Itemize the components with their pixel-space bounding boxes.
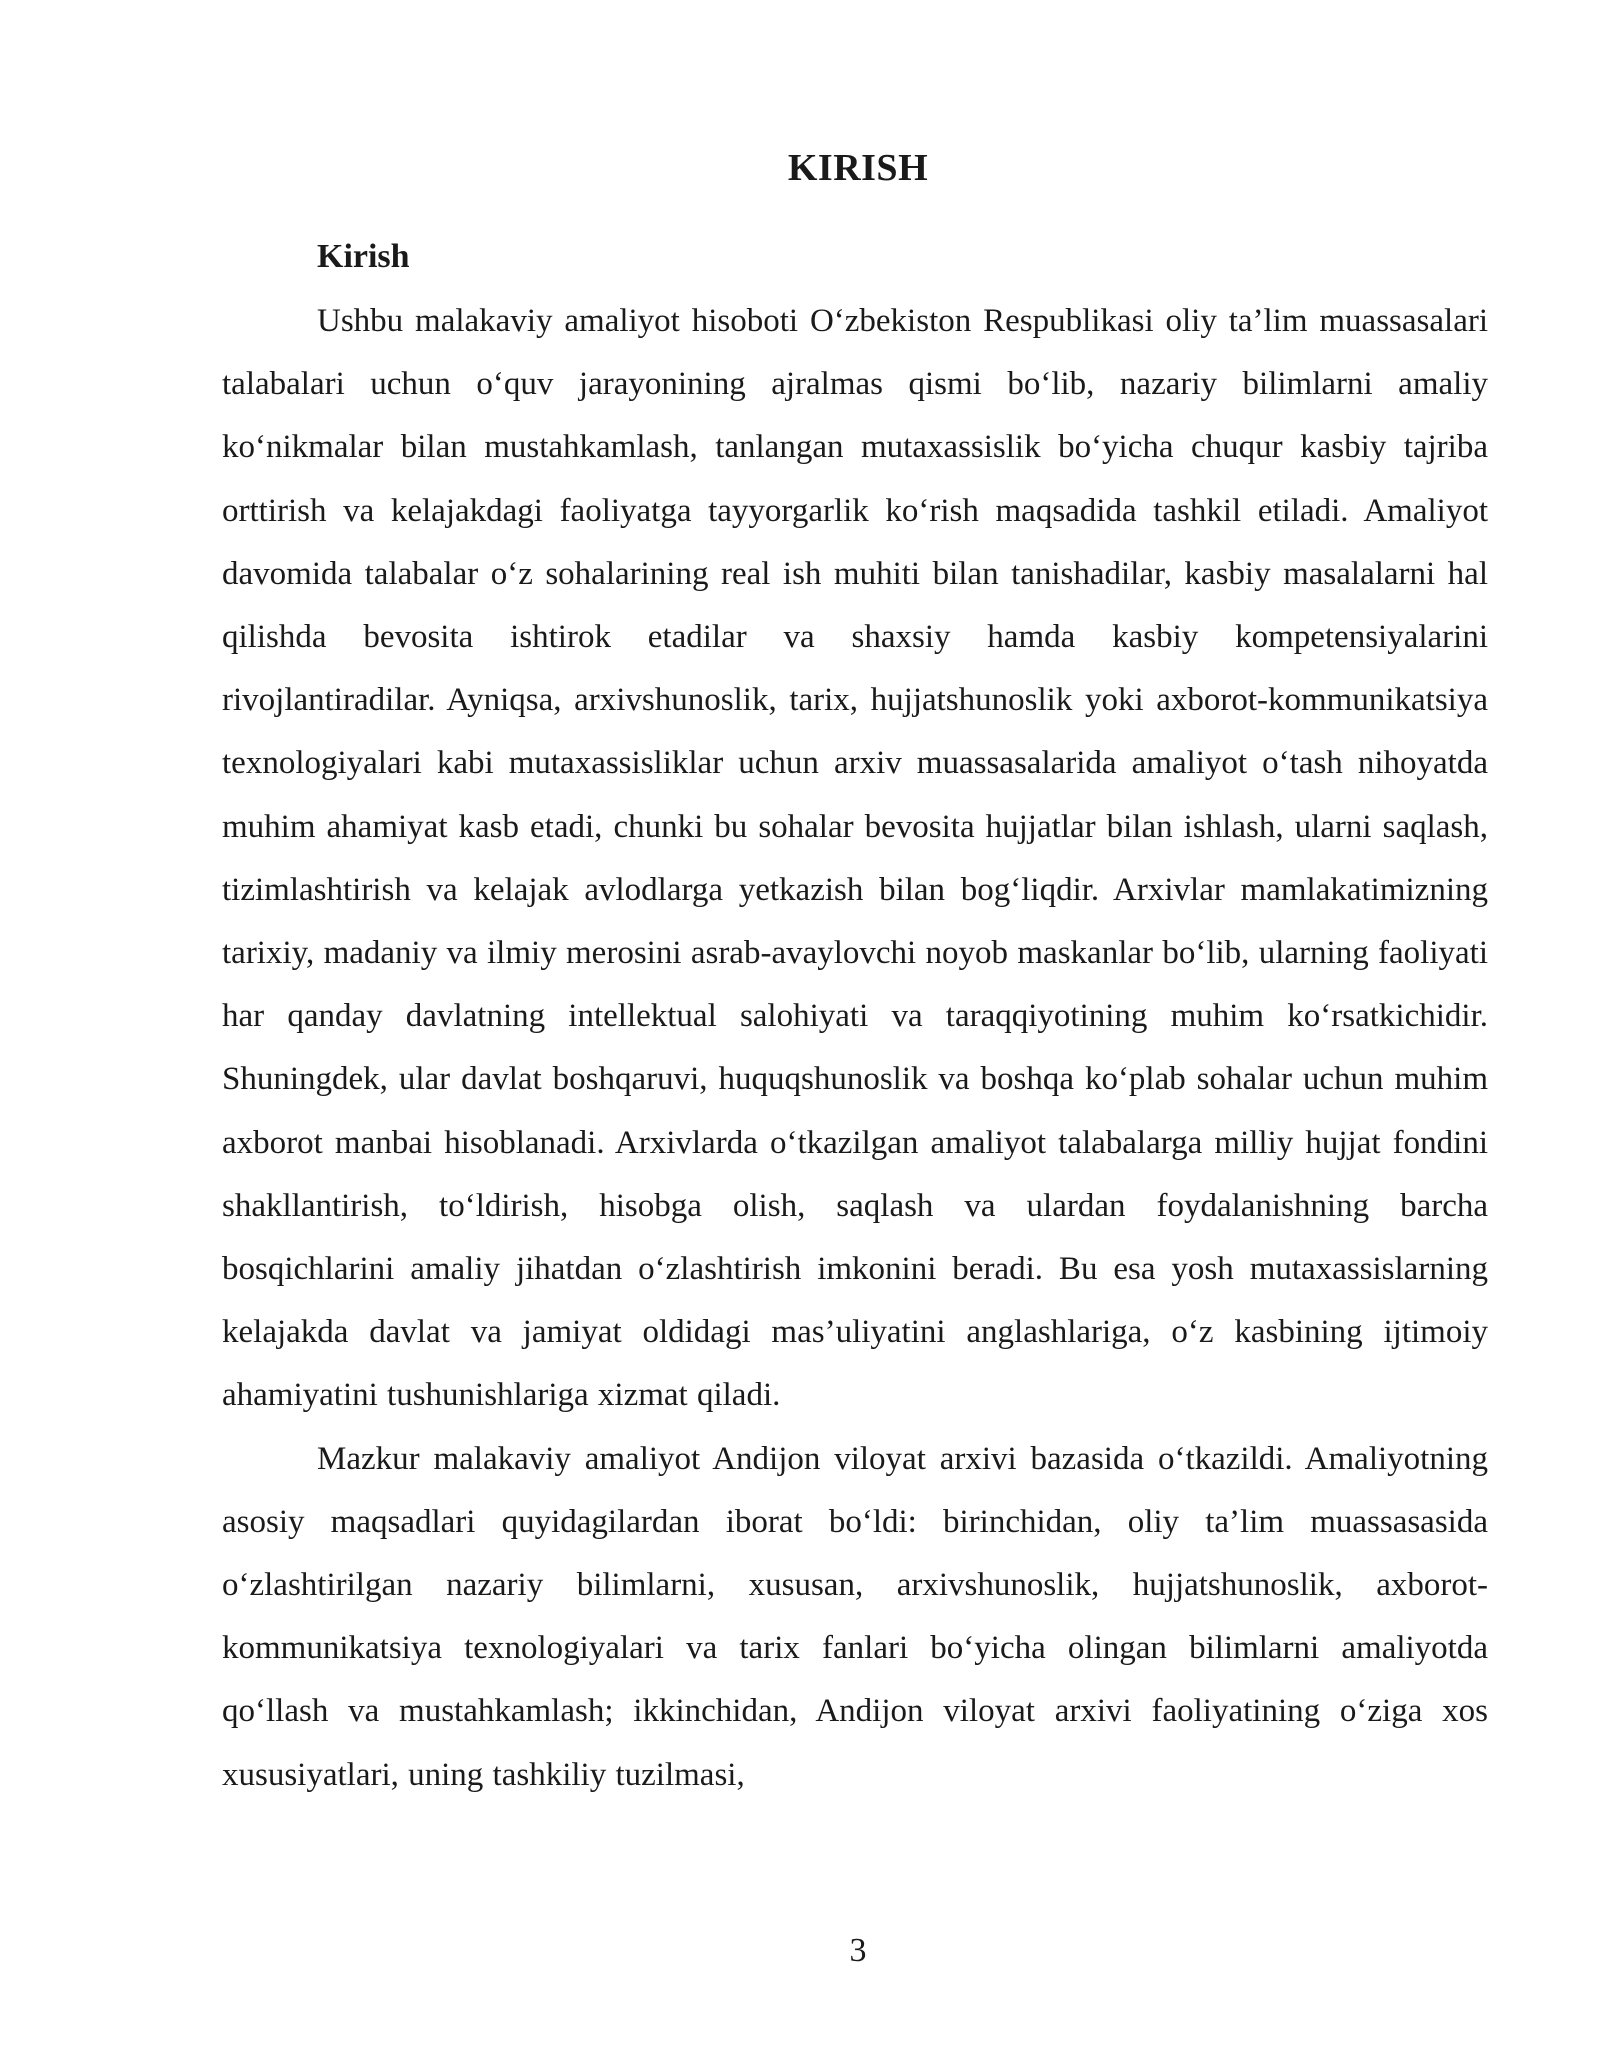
page-title: KIRISH [787,147,929,189]
section-heading: Kirish [317,238,410,275]
paragraph-2: Mazkur malakaviy amaliyot Andijon viloyat arxivi bazasida o‘tkazildi. Amaliyotning asosiy maqsadlari quyidagilardan iborat bo‘ldi: birinchidan, oliy ta’lim muassasasida o‘zlashtirilgan nazariy bilimlarni, xususan, arxivshunoslik, hujjatshunoslik, axborot-kommunikatsiya texnologiyalari va tarix fanlari bo‘yicha olingan bilimlarni amaliyotda qo‘llash va mustahkamlash; ikkinchidan, Andijon viloyat arxivi faoliyatining o‘ziga xos xususiyatlari, uning tashkiliy tuzilmasi, [222,1440,1488,1793]
document-body [222,232,1488,1807]
page-number: 3 [849,1932,867,1969]
paragraph-1: Ushbu malakaviy amaliyot hisoboti O‘zbekiston Respublikasi oliy ta’lim muassasalari talabalari uchun o‘quv jarayonining ajralmas qismi bo‘lib, nazariy bilimlarni amaliy ko‘nikmalar bilan mustahkamlash, tanlangan mutaxassislik bo‘yicha chuqur kasbiy tajriba orttirish va kelajakdagi faoliyatga tayyorgarlik ko‘rish maqsadida tashkil etiladi. Amaliyot davomida talabalar o‘z sohalarining real ish muhiti bilan tanishadilar, kasbiy masalalarni hal qilishda bevosita ishtirok etadilar va shaxsiy hamda kasbiy kompetensiyalarini rivojlantiradilar. Ayniqsa, arxivshunoslik, tarix, hujjatshunoslik yoki axborot-kommunikatsiya texnologiyalari kabi mutaxassisliklar uchun arxiv muassasalarida amaliyot o‘tash nihoyatda muhim ahamiyat kasb etadi, chunki bu sohalar bevosita hujjatlar bilan ishlash, ularni saqlash, tizimlashtirish va kelajak avlodlarga yetkazish bilan bog‘liqdir. Arxivlar mamlakatimizning tarixiy, madaniy va ilmiy merosini asrab-avaylovchi noyob maskanlar bo‘lib, ularning faoliyati har qanday davlatning intellektual salohiyati va taraqqiyotining muhim ko‘rsatkichidir. Shuningdek, ular davlat boshqaruvi, huquqshunoslik va boshqa ko‘plab sohalar uchun muhim axborot manbai hisoblanadi. Arxivlarda o‘tkazilgan amaliyot talabalarga milliy hujjat fondini shakllantirish, to‘ldirish, hisobga olish, saqlash va ulardan foydalanishning barcha bosqichlarini amaliy jihatdan o‘zlashtirish imkonini beradi. Bu esa yosh mutaxassislarning kelajakda davlat va jamiyat oldidagi mas’uliyatini anglashlariga, o‘z kasbining ijtimoiy ahamiyatini tushunishlariga xizmat qiladi. [222,303,1488,1414]
